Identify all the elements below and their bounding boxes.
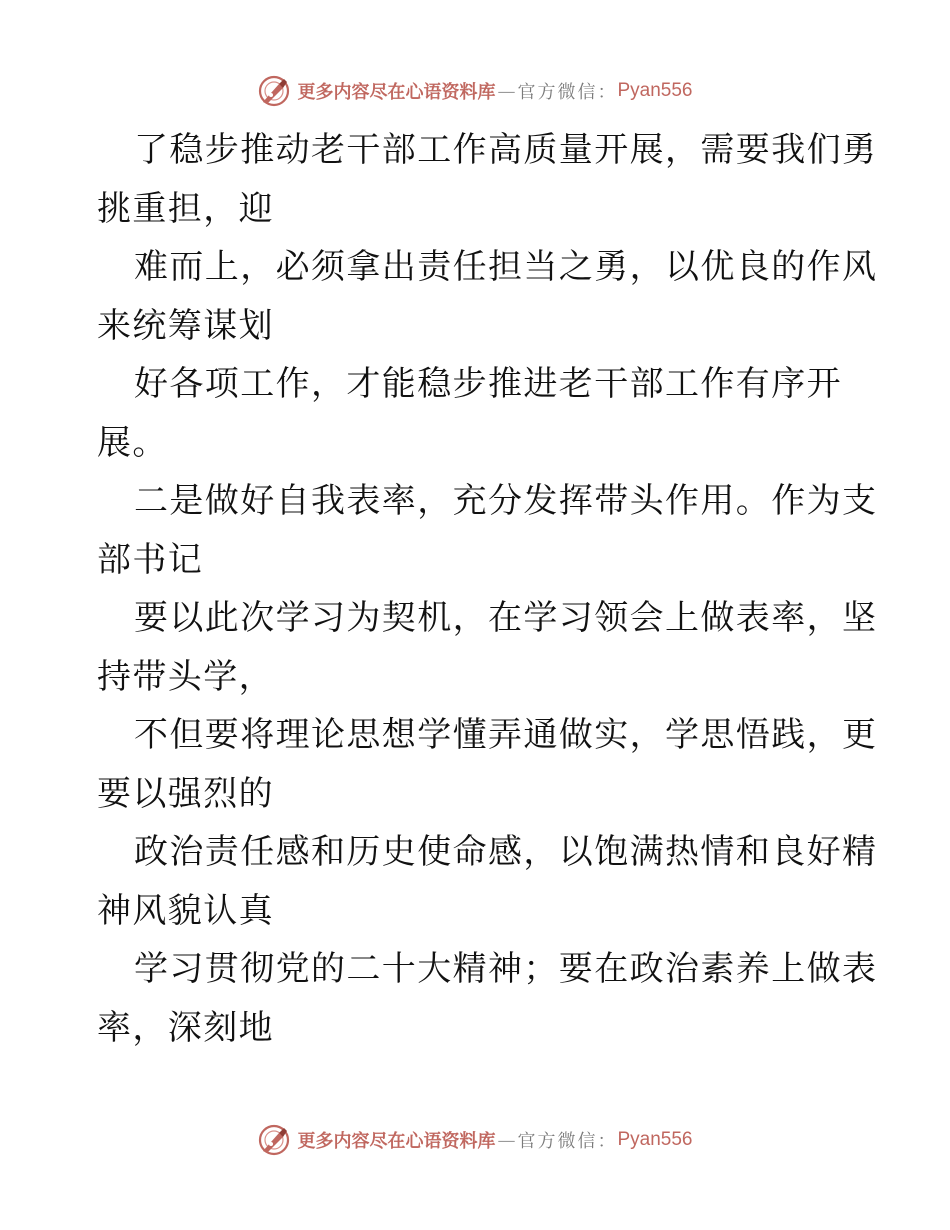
body-line: 好各项工作，才能稳步推进老干部工作有序开 <box>134 364 842 404</box>
banner-wechat-label: 官方微信： <box>517 82 618 103</box>
body-line: 政治责任感和历史使命感，以饱满热情和良好精 <box>134 832 878 872</box>
document-body <box>97 121 878 1057</box>
banner-dash: — <box>497 80 516 102</box>
body-line: 学习贯彻党的二十大精神；要在政治素养上做表 <box>134 949 878 989</box>
banner-brand-text: 更多内容尽在心语资料库 <box>297 1131 496 1152</box>
body-line: 挑重担，迎 <box>97 188 274 229</box>
body-line: 了稳步推动老干部工作高质量开展，需要我们勇 <box>134 130 878 170</box>
body-line: 率，深刻地 <box>97 1007 274 1048</box>
body-line: 不但要将理论思想学懂弄通做实，学思悟践，更 <box>134 715 878 755</box>
body-line: 难而上，必须拿出责任担当之勇，以优良的作风 <box>134 247 878 287</box>
pen-logo-icon <box>257 74 291 108</box>
body-line: 神风貌认真 <box>97 890 274 931</box>
body-line: 部书记 <box>97 539 204 580</box>
body-line: 二是做好自我表率，充分发挥带头作用。作为支 <box>134 481 878 521</box>
header-banner <box>0 71 950 111</box>
pen-logo-icon <box>257 1123 291 1157</box>
banner-wechat-id: Pyan556 <box>617 80 693 101</box>
banner-dash: — <box>497 1129 516 1151</box>
body-line: 来统筹谋划 <box>97 305 274 346</box>
body-line: 要以强烈的 <box>97 773 274 814</box>
body-line: 要以此次学习为契机，在学习领会上做表率，坚 <box>134 598 878 638</box>
footer-banner <box>0 1120 950 1160</box>
banner-brand-text: 更多内容尽在心语资料库 <box>297 82 496 103</box>
banner-wechat-id: Pyan556 <box>617 1129 693 1150</box>
banner-wechat-label: 官方微信： <box>517 1131 618 1152</box>
body-line: 持带头学， <box>97 656 274 697</box>
body-line: 展。 <box>97 422 168 463</box>
